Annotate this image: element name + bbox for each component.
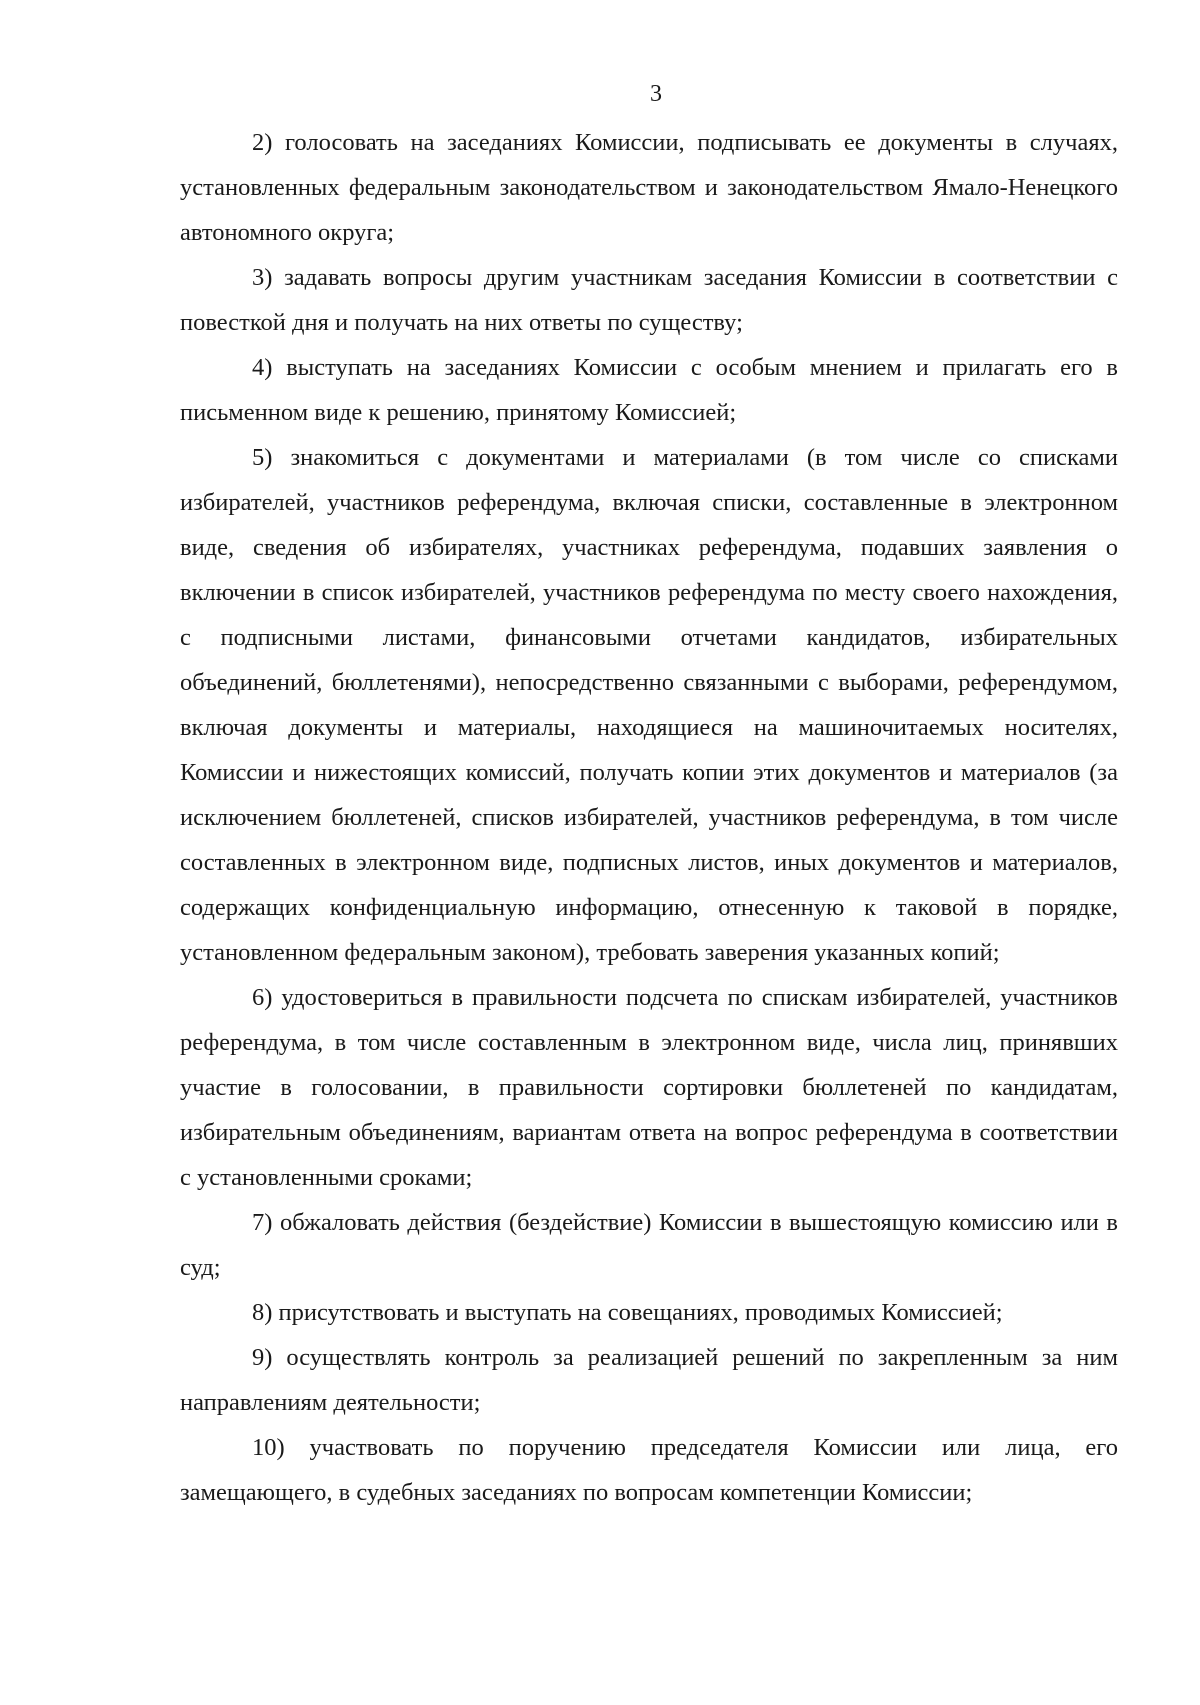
document-body: [180, 120, 1118, 1515]
paragraph-item-4: 4) выступать на заседаниях Комиссии с особым мнением и прилагать его в письменном виде к решению, принятому Комиссией;: [180, 354, 1118, 426]
paragraph-item-6: 6) удостовериться в правильности подсчета по спискам избирателей, участников референдума, в том числе составленным в электронном виде, числа лиц, принявших участие в голосовании, в правильности сортировки бюллетеней по кандидатам, избирательным объединениям, вариантам ответа на вопрос референдума в соответствии с установленными сроками;: [180, 984, 1118, 1191]
paragraph-item-5: 5) знакомиться с документами и материалами (в том числе со списками избирателей, участников референдума, включая списки, составленные в электронном виде, сведения об избирателях, участниках референдума, подавших заявления о включении в список избирателей, участников референдума по месту своего нахождения, с подписными листами, финансовыми отчетами кандидатов, избирательных объединений, бюллетенями), непосредственно связанными с выборами, референдумом, включая документы и материалы, находящиеся на машиночитаемых носителях, Комиссии и нижестоящих комиссий, получать копии этих документов и материалов (за исключением бюллетеней, списков избирателей, участников референдума, в том числе составленных в электронном виде, подписных листов, иных документов и материалов, содержащих конфиденциальную информацию, отнесенную к таковой в порядке, установленном федеральным законом), требовать заверения указанных копий;: [180, 444, 1118, 966]
paragraph-item-9: 9) осуществлять контроль за реализацией решений по закрепленным за ним направлениям деятельности;: [180, 1344, 1118, 1416]
paragraph-item-3: 3) задавать вопросы другим участникам заседания Комиссии в соответствии с повесткой дня и получать на них ответы по существу;: [180, 264, 1118, 336]
paragraph-item-8: 8) присутствовать и выступать на совещаниях, проводимых Комиссией;: [252, 1299, 1003, 1326]
paragraph-item-7: 7) обжаловать действия (бездействие) Комиссии в вышестоящую комиссию или в суд;: [180, 1209, 1118, 1281]
page-number: 3: [650, 81, 662, 107]
paragraph-item-2: 2) голосовать на заседаниях Комиссии, подписывать ее документы в случаях, установленных федеральным законодательством и законодательством Ямало-Ненецкого автономного округа;: [180, 129, 1118, 246]
paragraph-item-10: 10) участвовать по поручению председателя Комиссии или лица, его замещающего, в судебных заседаниях по вопросам компетенции Комиссии;: [180, 1434, 1118, 1506]
